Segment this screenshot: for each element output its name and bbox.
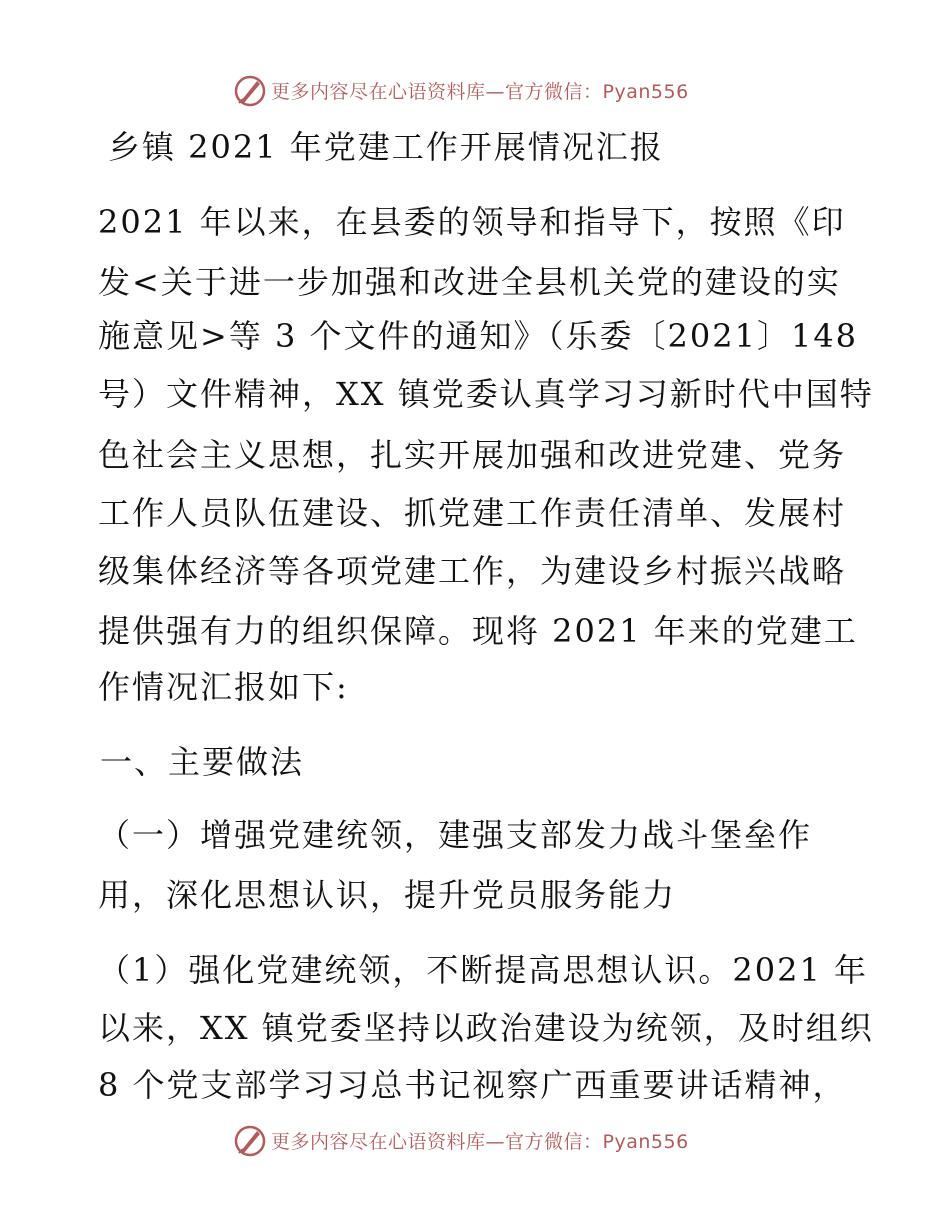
watermark-text: 更多内容尽在心语资料库—官方微信：Pyan556 xyxy=(271,80,689,103)
watermark-text: 更多内容尽在心语资料库—官方微信：Pyan556 xyxy=(271,1130,689,1153)
paragraph-line: 色社会主义思想，扎实开展加强和改进党建、党务 xyxy=(98,436,847,474)
subsection-heading-line: 用，深化思想认识，提升党员服务能力 xyxy=(98,876,677,914)
paragraph-line: 施意见>等 3 个文件的通知》（乐委〔2021〕148 xyxy=(98,317,859,355)
paragraph-line: 级集体经济等各项党建工作，为建设乡村振兴战略 xyxy=(98,552,847,590)
watermark-footer xyxy=(233,1123,689,1157)
subsection-heading-line: （一）增强党建统领，建强支部发力战斗堡垒作 xyxy=(98,816,813,854)
item-line: （1）强化党建统领，不断提高思想认识。2021 年 xyxy=(98,951,868,989)
paragraph-line: 号）文件精神，XX 镇党委认真学习习新时代中国特 xyxy=(98,375,874,413)
item-line: 以来，XX 镇党委坚持以政治建设为统领，及时组织 xyxy=(98,1009,874,1047)
watermark-header xyxy=(233,73,689,107)
paragraph-line: 作情况汇报如下: xyxy=(98,668,349,706)
quill-logo-icon xyxy=(233,1123,267,1157)
paragraph-line: 发<关于进一步加强和改进全县机关党的建设的实 xyxy=(98,263,841,301)
section-heading: 一、主要做法 xyxy=(100,743,305,781)
paragraph-line: 2021 年以来，在县委的领导和指导下，按照《印 xyxy=(98,203,846,241)
paragraph-line: 工作人员队伍建设、抓党建工作责任清单、发展村 xyxy=(98,494,847,532)
document-title: 乡镇 2021 年党建工作开展情况汇报 xyxy=(108,128,664,166)
paragraph-line: 提供强有力的组织保障。现将 2021 年来的党建工 xyxy=(98,612,858,650)
item-line: 8 个党支部学习习总书记视察广西重要讲话精神， xyxy=(98,1066,847,1104)
quill-logo-icon xyxy=(233,73,267,107)
